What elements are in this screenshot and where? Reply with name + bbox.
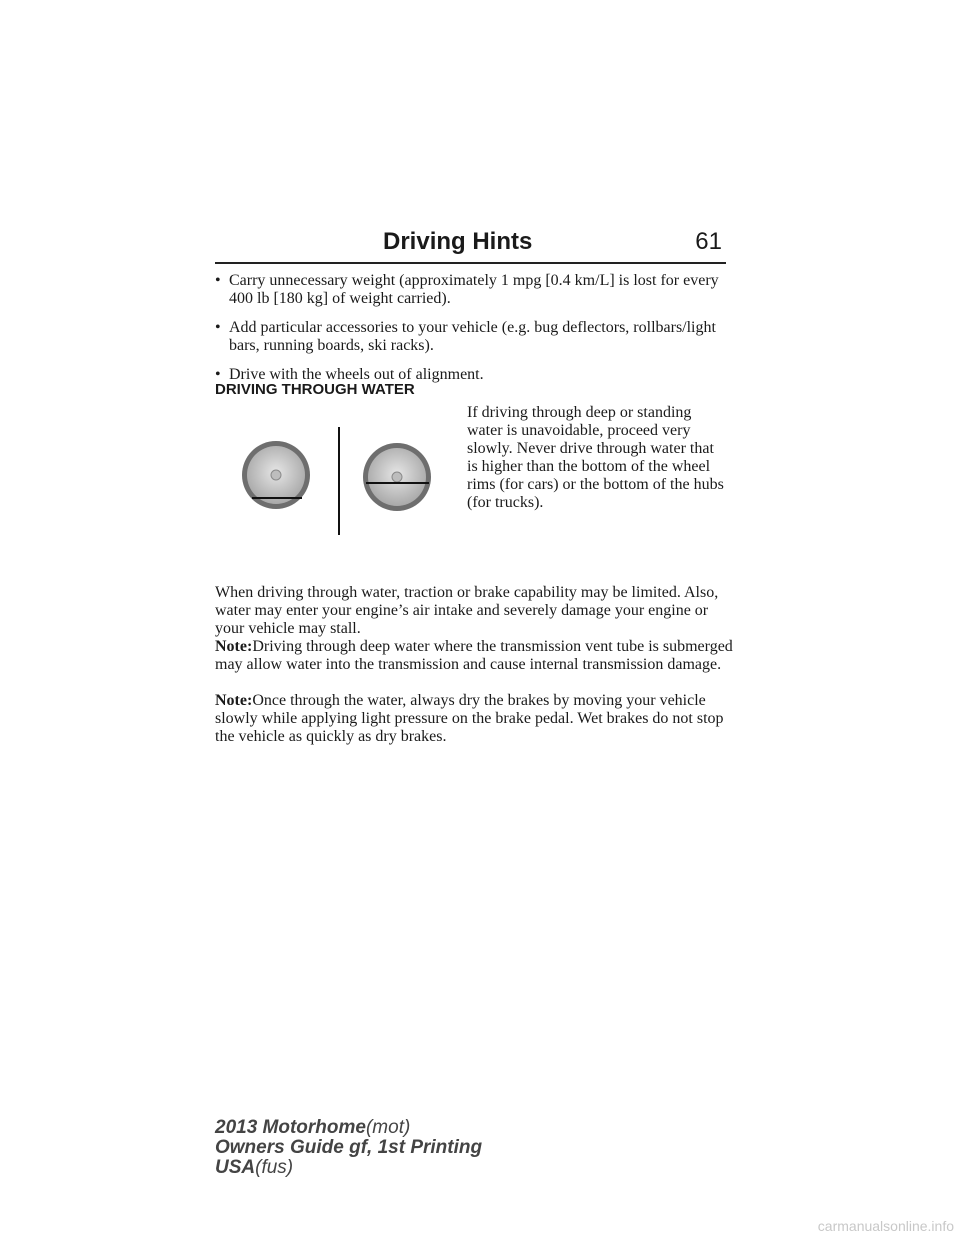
bullet-icon: •	[215, 272, 221, 289]
water-intro-paragraph: If driving through deep or standing water is unavoidable, proceed very slowly. Never drive through water that is higher than the bottom of the wheel rims (for cars) or the bottom of the hubs (for trucks).	[467, 404, 724, 511]
list-item	[215, 319, 735, 355]
car-wheel-icon	[242, 441, 310, 509]
bullet-icon: •	[215, 319, 221, 336]
note-text: Once through the water, always dry the brakes by moving your vehicle slowly while applying light pressure on the brake pedal. Wet brakes do not stop the vehicle as quickly as dry brakes.	[215, 692, 724, 745]
watermark: carmanualsonline.info	[817, 1218, 954, 1234]
bullet-list	[215, 272, 735, 395]
bullet-text: Carry unnecessary weight (approximately 1 mpg [0.4 km/L] is lost for every 400 lb [180 kg] of weight carried).	[229, 272, 719, 307]
chapter-title: Driving Hints	[383, 228, 533, 255]
note-text: Driving through deep water where the transmission vent tube is submerged may allow water into the transmission and cause internal transmission damage.	[215, 638, 733, 673]
bullet-text: Add particular accessories to your vehicle (e.g. bug deflectors, rollbars/light bars, running boards, ski racks).	[229, 319, 716, 354]
note-label: Note:	[215, 638, 253, 655]
footer-line-1: 2013 Motorhome(mot)	[215, 1117, 411, 1138]
list-item	[215, 272, 735, 308]
bullet-text: Drive with the wheels out of alignment.	[229, 366, 484, 383]
page-header	[215, 228, 726, 268]
note-label: Note:	[215, 692, 253, 709]
section-heading: DRIVING THROUGH WATER	[215, 381, 415, 398]
page-number: 61	[695, 228, 722, 255]
page-footer	[215, 1118, 482, 1178]
footer-line-2: Owners Guide gf, 1st Printing	[215, 1137, 483, 1158]
traction-paragraph: When driving through water, traction or brake capability may be limited. Also, water may enter your engine’s air intake and severely damage your engine or your vehicle may stall.	[215, 584, 719, 637]
bullet-icon: •	[215, 366, 221, 383]
water-depth-illustration	[238, 425, 443, 537]
truck-wheel-icon	[363, 443, 431, 511]
note-transmission	[215, 638, 735, 674]
footer-line-3: USA(fus)	[215, 1157, 294, 1178]
header-rule	[215, 262, 726, 264]
note-brakes	[215, 692, 735, 746]
